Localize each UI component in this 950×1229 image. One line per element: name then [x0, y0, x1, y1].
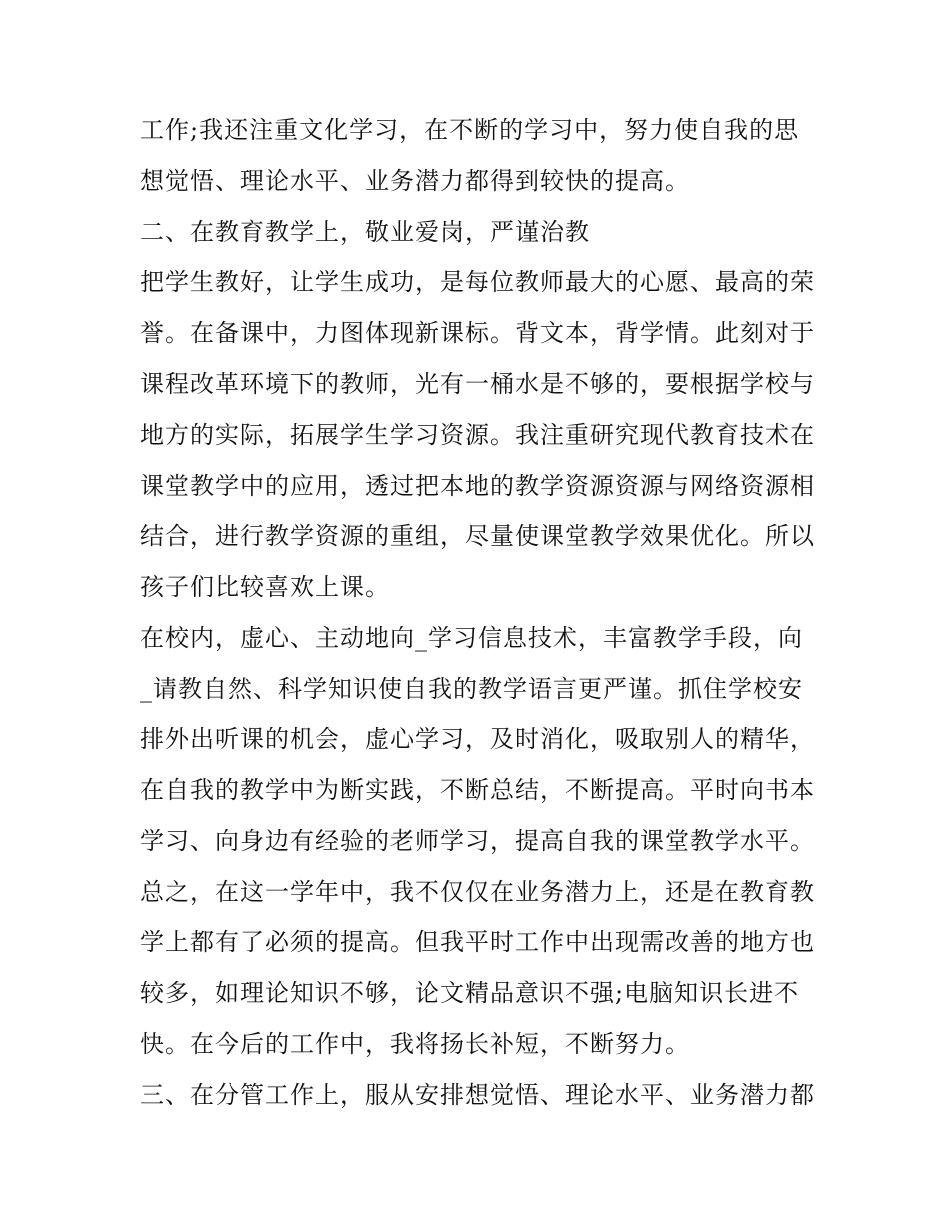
text-line: 结合，进行教学资源的重组，尽量使课堂教学效果优化。所以	[140, 522, 815, 550]
text-line: 课堂教学中的应用，透过把本地的教学资源资源与网络资源相	[140, 472, 815, 500]
section-heading: 二、在教育教学上，敬业爱岗，严谨治教	[140, 218, 590, 246]
text-line: 排外出听课的机会，虚心学习，及时消化，吸取别人的精华，	[140, 725, 815, 753]
text-line: _请教自然、科学知识使自我的教学语言更严谨。抓住学校安	[140, 675, 803, 703]
text-line: 工作;我还注重文化学习，在不断的学习中，努力使自我的思	[140, 116, 800, 144]
section-heading: 三、在分管工作上，服从安排想觉悟、理论水平、业务潜力都	[140, 1081, 815, 1109]
text-line: 课程改革环境下的教师，光有一桶水是不够的，要根据学校与	[140, 370, 815, 398]
text-line: 地方的实际，拓展学生学习资源。我注重研究现代教育技术在	[140, 421, 815, 449]
text-line: 在自我的教学中为断实践，不断总结，不断提高。平时向书本	[140, 776, 815, 804]
text-line: 学习、向身边有经验的老师学习，提高自我的课堂教学水平。	[140, 827, 815, 855]
text-line: 想觉悟、理论水平、业务潜力都得到较快的提高。	[140, 167, 690, 195]
text-line: 孩子们比较喜欢上课。	[140, 573, 390, 601]
text-line: 较多，如理论知识不够，论文精品意识不强;电脑知识长进不	[140, 979, 800, 1007]
text-line: 快。在今后的工作中，我将扬长补短，不断努力。	[140, 1030, 690, 1058]
text-line: 在校内，虚心、主动地向_学习信息技术，丰富教学手段，向	[140, 624, 803, 652]
text-line: 誉。在备课中，力图体现新课标。背文本，背学情。此刻对于	[140, 319, 815, 347]
text-line: 学上都有了必须的提高。但我平时工作中出现需改善的地方也	[140, 928, 815, 956]
text-line: 总之，在这一学年中，我不仅仅在业务潜力上，还是在教育教	[140, 878, 815, 906]
text-line: 把学生教好，让学生成功，是每位教师最大的心愿、最高的荣	[140, 268, 815, 296]
